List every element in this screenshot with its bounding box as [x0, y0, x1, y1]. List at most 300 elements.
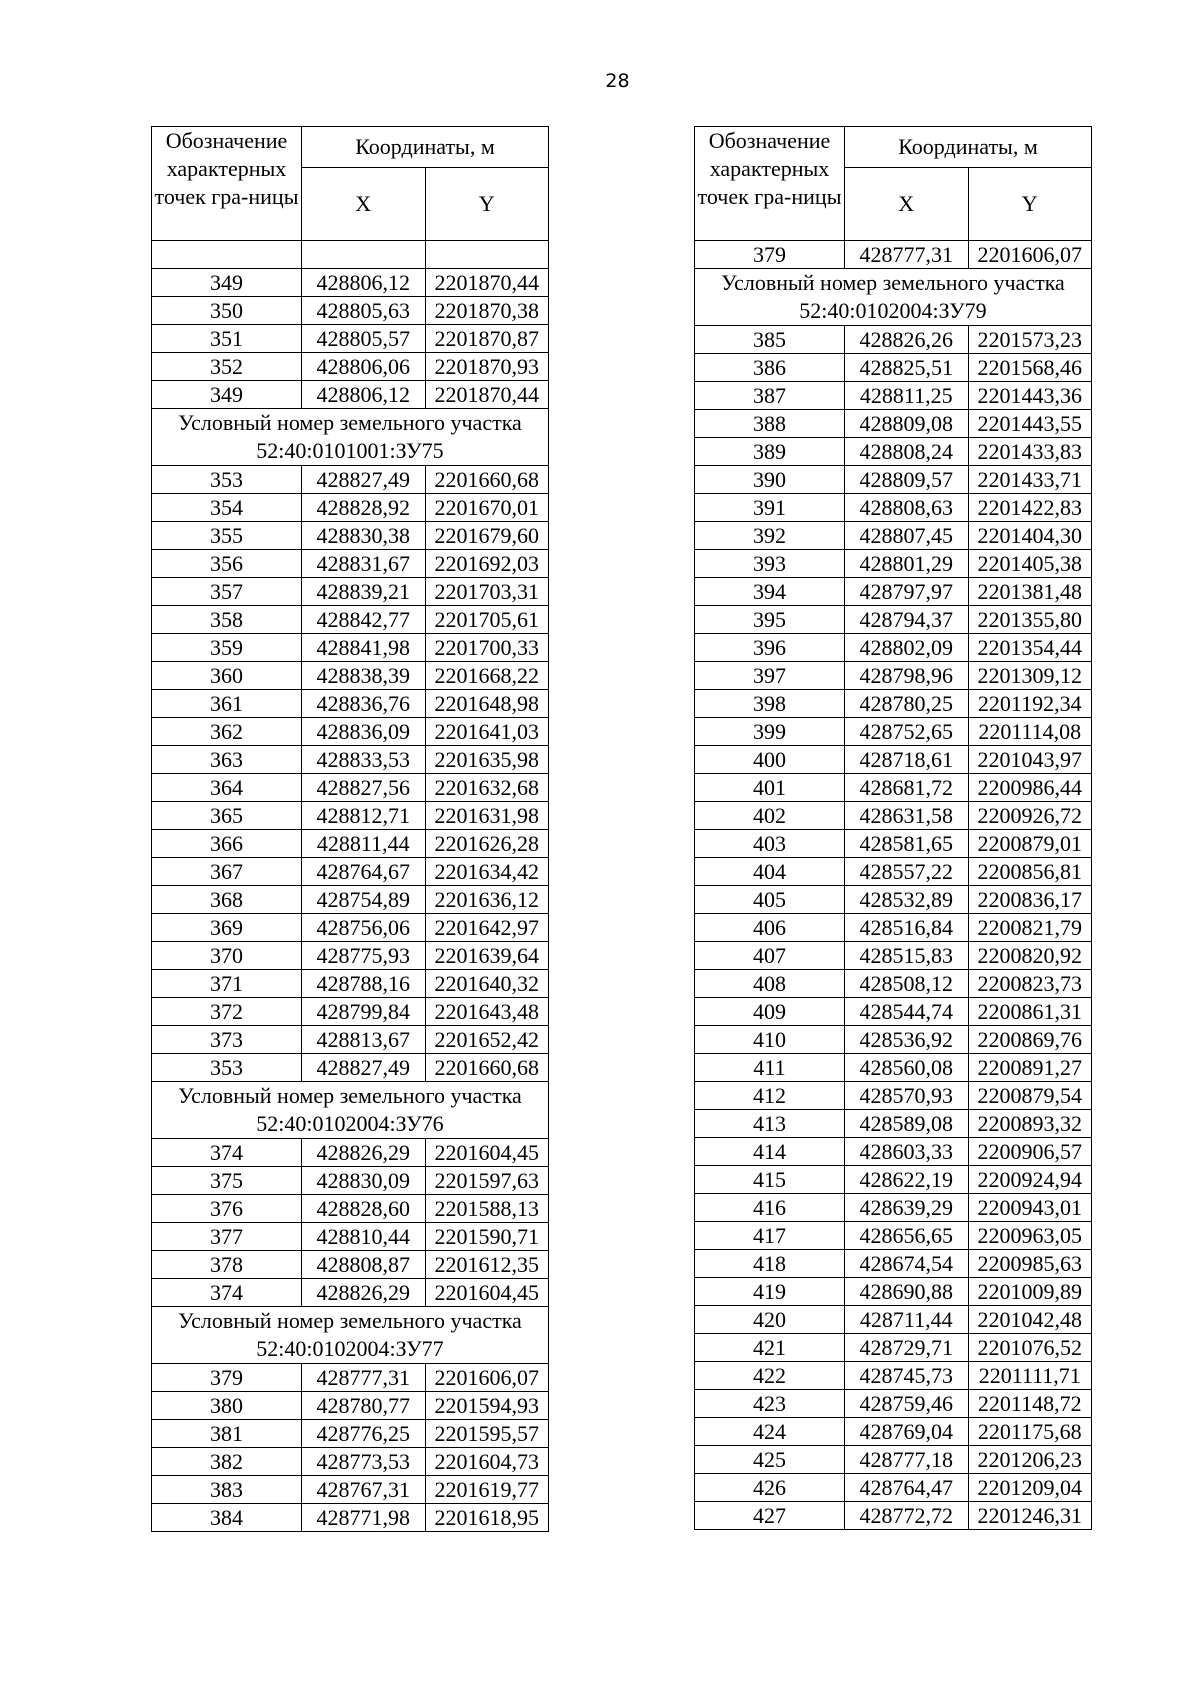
- y-coordinate-cell: 2201604,45: [425, 1279, 549, 1307]
- y-coordinate-cell: 2201604,73: [425, 1448, 549, 1476]
- table-body: [152, 241, 549, 1532]
- table-row: [152, 1167, 549, 1195]
- y-coordinate-cell: 2200943,01: [968, 1194, 1092, 1222]
- table-row: [152, 802, 549, 830]
- point-id-cell: 396: [695, 634, 845, 662]
- table-row: [695, 606, 1092, 634]
- y-coordinate-cell: 2201246,31: [968, 1502, 1092, 1530]
- table-row: [152, 970, 549, 998]
- coordinates-table-right: [694, 126, 1092, 1530]
- point-id-cell: 399: [695, 718, 845, 746]
- point-id-cell: 388: [695, 410, 845, 438]
- point-id-cell: 384: [152, 1504, 302, 1532]
- table-row: [152, 1476, 549, 1504]
- point-id-cell: 389: [695, 438, 845, 466]
- y-coordinate-cell: 2201606,07: [425, 1364, 549, 1392]
- y-coordinate-cell: 2201626,28: [425, 830, 549, 858]
- y-coordinate-cell: 2200821,79: [968, 914, 1092, 942]
- y-coordinate-cell: 2201355,80: [968, 606, 1092, 634]
- y-coordinate-cell: 2200879,54: [968, 1082, 1092, 1110]
- y-coordinate-cell: 2200926,72: [968, 802, 1092, 830]
- point-id-cell: 353: [152, 466, 302, 494]
- table-row: [152, 1279, 549, 1307]
- x-coordinate-cell: 428780,25: [845, 690, 969, 718]
- table-row: [695, 942, 1092, 970]
- page-number: 28: [605, 70, 630, 92]
- y-coordinate-cell: 2201443,36: [968, 382, 1092, 410]
- point-id-cell: 419: [695, 1278, 845, 1306]
- point-id-cell: 365: [152, 802, 302, 830]
- table-row: [152, 1026, 549, 1054]
- y-column-header: Y: [425, 168, 549, 241]
- table-row: [152, 942, 549, 970]
- x-coordinate-cell: 428827,56: [302, 774, 426, 802]
- x-coordinate-cell: 428775,93: [302, 942, 426, 970]
- x-coordinate-cell: 428841,98: [302, 634, 426, 662]
- table-body: [695, 241, 1092, 1530]
- table-row: [695, 1390, 1092, 1418]
- table-row: [152, 269, 549, 297]
- table-row: [695, 382, 1092, 410]
- x-coordinate-cell: 428808,24: [845, 438, 969, 466]
- y-coordinate-cell: 2201643,48: [425, 998, 549, 1026]
- y-coordinate-cell: 2200820,92: [968, 942, 1092, 970]
- x-coordinate-cell: 428805,57: [302, 325, 426, 353]
- x-coordinate-cell: 428639,29: [845, 1194, 969, 1222]
- y-coordinate-cell: 2200856,81: [968, 858, 1092, 886]
- section-row: [152, 1082, 549, 1139]
- table-row: [695, 354, 1092, 382]
- x-coordinate-cell: 428802,09: [845, 634, 969, 662]
- table-row: [695, 410, 1092, 438]
- y-coordinate-cell: 2201597,63: [425, 1167, 549, 1195]
- point-id-cell: 390: [695, 466, 845, 494]
- y-coordinate-cell: 2201679,60: [425, 522, 549, 550]
- y-coordinate-cell: 2201209,04: [968, 1474, 1092, 1502]
- point-id-cell: 380: [152, 1392, 302, 1420]
- y-coordinate-cell: 2201639,64: [425, 942, 549, 970]
- y-column-header: Y: [968, 168, 1092, 241]
- table-row: [152, 858, 549, 886]
- point-id-cell: 366: [152, 830, 302, 858]
- table-row: [152, 886, 549, 914]
- point-id-cell: 391: [695, 494, 845, 522]
- point-column-header: Обозначение характерных точек гра-ницы: [152, 127, 302, 241]
- x-coordinate-cell: 428681,72: [845, 774, 969, 802]
- table-row: [152, 381, 549, 409]
- coordinates-header: Координаты, м: [302, 127, 549, 168]
- x-coordinate-cell: 428842,77: [302, 606, 426, 634]
- point-id-cell: 349: [152, 269, 302, 297]
- point-id-cell: 426: [695, 1474, 845, 1502]
- point-id-cell: 398: [695, 690, 845, 718]
- x-coordinate-cell: 428810,44: [302, 1223, 426, 1251]
- table-row: [152, 1504, 549, 1532]
- y-coordinate-cell: 2201433,83: [968, 438, 1092, 466]
- table-row: [152, 1420, 549, 1448]
- point-id-cell: 364: [152, 774, 302, 802]
- x-coordinate-cell: 428560,08: [845, 1054, 969, 1082]
- table-row: [695, 1278, 1092, 1306]
- y-coordinate-cell: 2201594,93: [425, 1392, 549, 1420]
- x-coordinate-cell: 428809,57: [845, 466, 969, 494]
- x-coordinate-cell: 428830,09: [302, 1167, 426, 1195]
- table-row: [695, 1222, 1092, 1250]
- y-coordinate-cell: 2201042,48: [968, 1306, 1092, 1334]
- point-id-cell: 427: [695, 1502, 845, 1530]
- y-coordinate-cell: 2201405,38: [968, 550, 1092, 578]
- y-coordinate-cell: 2201652,42: [425, 1026, 549, 1054]
- x-coordinate-cell: 428836,09: [302, 718, 426, 746]
- point-id-cell: 424: [695, 1418, 845, 1446]
- table-row: [695, 858, 1092, 886]
- x-coordinate-cell: 428826,29: [302, 1139, 426, 1167]
- y-coordinate-cell: 2201612,35: [425, 1251, 549, 1279]
- table-row: [695, 914, 1092, 942]
- table-row: [695, 634, 1092, 662]
- y-coordinate-cell: 2201703,31: [425, 578, 549, 606]
- x-coordinate-cell: 428718,61: [845, 746, 969, 774]
- table-row: [152, 353, 549, 381]
- point-id-cell: 425: [695, 1446, 845, 1474]
- x-coordinate-cell: 428831,67: [302, 550, 426, 578]
- y-coordinate-cell: 2201692,03: [425, 550, 549, 578]
- y-coordinate-cell: 2201700,33: [425, 634, 549, 662]
- point-id-cell: 378: [152, 1251, 302, 1279]
- table-row: [695, 1418, 1092, 1446]
- y-coordinate-cell: 2201870,38: [425, 297, 549, 325]
- point-id-cell: 385: [695, 326, 845, 354]
- table-row: [695, 1306, 1092, 1334]
- x-coordinate-cell: 428826,26: [845, 326, 969, 354]
- table-row: [152, 550, 549, 578]
- point-id-cell: 420: [695, 1306, 845, 1334]
- y-coordinate-cell: 2201595,57: [425, 1420, 549, 1448]
- y-coordinate-cell: 2201648,98: [425, 690, 549, 718]
- x-coordinate-cell: 428536,92: [845, 1026, 969, 1054]
- point-id-cell: 413: [695, 1110, 845, 1138]
- y-coordinate-cell: 2201604,45: [425, 1139, 549, 1167]
- land-plot-number: Условный номер земельного участка 52:40:0102004:ЗУ77: [152, 1307, 549, 1364]
- y-coordinate-cell: 2201433,71: [968, 466, 1092, 494]
- x-coordinate-cell: 428711,44: [845, 1306, 969, 1334]
- table-row: [695, 466, 1092, 494]
- point-id-cell: 373: [152, 1026, 302, 1054]
- point-id-cell: 371: [152, 970, 302, 998]
- x-coordinate-cell: 428776,25: [302, 1420, 426, 1448]
- table-row: [695, 550, 1092, 578]
- table-row: [152, 746, 549, 774]
- table-row: [152, 241, 549, 269]
- y-coordinate-cell: 2201573,23: [968, 326, 1092, 354]
- x-coordinate-cell: 428631,58: [845, 802, 969, 830]
- x-coordinate-cell: 428807,45: [845, 522, 969, 550]
- x-column-header: X: [302, 168, 426, 241]
- table-row: [152, 1364, 549, 1392]
- x-coordinate-cell: 428729,71: [845, 1334, 969, 1362]
- y-coordinate-cell: 2200879,01: [968, 830, 1092, 858]
- x-coordinate-cell: 428827,49: [302, 1054, 426, 1082]
- y-coordinate-cell: 2201660,68: [425, 1054, 549, 1082]
- x-coordinate-cell: 428532,89: [845, 886, 969, 914]
- y-coordinate-cell: 2201632,68: [425, 774, 549, 802]
- x-coordinate-cell: 428812,71: [302, 802, 426, 830]
- x-coordinate-cell: 428767,31: [302, 1476, 426, 1504]
- x-coordinate-cell: 428808,63: [845, 494, 969, 522]
- table-row: [152, 1448, 549, 1476]
- x-coordinate-cell: 428806,06: [302, 353, 426, 381]
- point-id-cell: 353: [152, 1054, 302, 1082]
- x-coordinate-cell: 428589,08: [845, 1110, 969, 1138]
- point-id-cell: 416: [695, 1194, 845, 1222]
- y-coordinate-cell: 2200986,44: [968, 774, 1092, 802]
- x-coordinate-cell: 428544,74: [845, 998, 969, 1026]
- x-coordinate-cell: 428516,84: [845, 914, 969, 942]
- point-id-cell: 423: [695, 1390, 845, 1418]
- point-id-cell: 356: [152, 550, 302, 578]
- point-id-cell: 368: [152, 886, 302, 914]
- x-coordinate-cell: 428674,54: [845, 1250, 969, 1278]
- point-id-cell: 374: [152, 1139, 302, 1167]
- point-id-cell: 355: [152, 522, 302, 550]
- table-row: [152, 690, 549, 718]
- land-plot-number: Условный номер земельного участка 52:40:0102004:ЗУ79: [695, 269, 1092, 326]
- y-coordinate-cell: 2201009,89: [968, 1278, 1092, 1306]
- table-row: [152, 578, 549, 606]
- y-coordinate-cell: 2201634,42: [425, 858, 549, 886]
- y-coordinate-cell: 2201206,23: [968, 1446, 1092, 1474]
- table-row: [695, 522, 1092, 550]
- point-id-cell: 354: [152, 494, 302, 522]
- y-coordinate-cell: 2200823,73: [968, 970, 1092, 998]
- x-coordinate-cell: 428806,12: [302, 269, 426, 297]
- y-coordinate-cell: 2201422,83: [968, 494, 1092, 522]
- point-id-cell: 363: [152, 746, 302, 774]
- x-coordinate-cell: 428838,39: [302, 662, 426, 690]
- x-coordinate-cell: 428777,31: [845, 241, 969, 269]
- table-row: [152, 297, 549, 325]
- land-plot-number: Условный номер земельного участка 52:40:0102004:ЗУ76: [152, 1082, 549, 1139]
- point-id-cell: 400: [695, 746, 845, 774]
- y-coordinate-cell: 2201175,68: [968, 1418, 1092, 1446]
- table-row: [152, 914, 549, 942]
- point-id-cell: 351: [152, 325, 302, 353]
- point-id-cell: 349: [152, 381, 302, 409]
- table-row: [695, 494, 1092, 522]
- point-id-cell: [152, 241, 302, 269]
- table-row: [152, 662, 549, 690]
- y-coordinate-cell: 2201870,87: [425, 325, 549, 353]
- table-row: [152, 774, 549, 802]
- table-row: [152, 1139, 549, 1167]
- y-coordinate-cell: 2201590,71: [425, 1223, 549, 1251]
- x-coordinate-cell: 428759,46: [845, 1390, 969, 1418]
- point-id-cell: 376: [152, 1195, 302, 1223]
- x-coordinate-cell: 428827,49: [302, 466, 426, 494]
- x-coordinate-cell: 428828,92: [302, 494, 426, 522]
- y-coordinate-cell: 2201588,13: [425, 1195, 549, 1223]
- x-coordinate-cell: 428801,29: [845, 550, 969, 578]
- x-coordinate-cell: 428826,29: [302, 1279, 426, 1307]
- section-row: [152, 409, 549, 466]
- x-coordinate-cell: 428777,18: [845, 1446, 969, 1474]
- table-row: [695, 746, 1092, 774]
- table-row: [152, 998, 549, 1026]
- y-coordinate-cell: 2201642,97: [425, 914, 549, 942]
- y-coordinate-cell: 2200906,57: [968, 1138, 1092, 1166]
- point-id-cell: 412: [695, 1082, 845, 1110]
- point-id-cell: 422: [695, 1362, 845, 1390]
- x-coordinate-cell: 428764,67: [302, 858, 426, 886]
- point-id-cell: 362: [152, 718, 302, 746]
- x-coordinate-cell: 428581,65: [845, 830, 969, 858]
- point-id-cell: 372: [152, 998, 302, 1026]
- y-coordinate-cell: 2201114,08: [968, 718, 1092, 746]
- y-coordinate-cell: 2201641,03: [425, 718, 549, 746]
- table-row: [152, 606, 549, 634]
- x-coordinate-cell: 428798,96: [845, 662, 969, 690]
- x-coordinate-cell: 428515,83: [845, 942, 969, 970]
- table-row: [152, 830, 549, 858]
- x-coordinate-cell: 428752,65: [845, 718, 969, 746]
- point-id-cell: 401: [695, 774, 845, 802]
- point-id-cell: 393: [695, 550, 845, 578]
- y-coordinate-cell: 2201309,12: [968, 662, 1092, 690]
- x-coordinate-cell: 428797,97: [845, 578, 969, 606]
- section-row: [152, 1307, 549, 1364]
- point-id-cell: 367: [152, 858, 302, 886]
- table-row: [695, 1250, 1092, 1278]
- table-row: [695, 774, 1092, 802]
- y-coordinate-cell: [425, 241, 549, 269]
- y-coordinate-cell: 2201668,22: [425, 662, 549, 690]
- x-coordinate-cell: 428764,47: [845, 1474, 969, 1502]
- x-coordinate-cell: 428828,60: [302, 1195, 426, 1223]
- x-coordinate-cell: 428771,98: [302, 1504, 426, 1532]
- point-id-cell: 397: [695, 662, 845, 690]
- table-row: [695, 802, 1092, 830]
- land-plot-number: Условный номер земельного участка 52:40:0101001:ЗУ75: [152, 409, 549, 466]
- y-coordinate-cell: 2201043,97: [968, 746, 1092, 774]
- table-row: [152, 325, 549, 353]
- x-coordinate-cell: 428813,67: [302, 1026, 426, 1054]
- point-id-cell: 392: [695, 522, 845, 550]
- point-id-cell: 358: [152, 606, 302, 634]
- table-row: [695, 438, 1092, 466]
- y-coordinate-cell: 2201443,55: [968, 410, 1092, 438]
- y-coordinate-cell: 2201705,61: [425, 606, 549, 634]
- point-column-header: Обозначение характерных точек гра-ницы: [695, 127, 845, 241]
- point-id-cell: 357: [152, 578, 302, 606]
- y-coordinate-cell: 2200869,76: [968, 1026, 1092, 1054]
- table-row: [695, 830, 1092, 858]
- table-row: [695, 970, 1092, 998]
- y-coordinate-cell: 2201870,44: [425, 381, 549, 409]
- point-id-cell: 403: [695, 830, 845, 858]
- table-row: [695, 998, 1092, 1026]
- point-id-cell: 395: [695, 606, 845, 634]
- table-row: [152, 718, 549, 746]
- y-coordinate-cell: 2201870,44: [425, 269, 549, 297]
- table-row: [695, 1082, 1092, 1110]
- point-id-cell: 404: [695, 858, 845, 886]
- y-coordinate-cell: 2201381,48: [968, 578, 1092, 606]
- y-coordinate-cell: 2201076,52: [968, 1334, 1092, 1362]
- table-row: [695, 1166, 1092, 1194]
- x-coordinate-cell: 428811,25: [845, 382, 969, 410]
- x-coordinate-cell: 428756,06: [302, 914, 426, 942]
- table-row: [695, 1138, 1092, 1166]
- x-coordinate-cell: 428836,76: [302, 690, 426, 718]
- x-coordinate-cell: 428839,21: [302, 578, 426, 606]
- y-coordinate-cell: 2200985,63: [968, 1250, 1092, 1278]
- x-coordinate-cell: 428806,12: [302, 381, 426, 409]
- y-coordinate-cell: 2201670,01: [425, 494, 549, 522]
- point-id-cell: 383: [152, 1476, 302, 1504]
- point-id-cell: 406: [695, 914, 845, 942]
- x-coordinate-cell: 428808,87: [302, 1251, 426, 1279]
- y-coordinate-cell: 2200836,17: [968, 886, 1092, 914]
- point-id-cell: 387: [695, 382, 845, 410]
- table-row: [152, 494, 549, 522]
- point-id-cell: 414: [695, 1138, 845, 1166]
- x-coordinate-cell: [302, 241, 426, 269]
- y-coordinate-cell: 2201660,68: [425, 466, 549, 494]
- point-id-cell: 361: [152, 690, 302, 718]
- y-coordinate-cell: 2201354,44: [968, 634, 1092, 662]
- point-id-cell: 405: [695, 886, 845, 914]
- coordinates-table-left: [151, 126, 549, 1532]
- x-coordinate-cell: 428690,88: [845, 1278, 969, 1306]
- x-coordinate-cell: 428772,72: [845, 1502, 969, 1530]
- table-row: [695, 1362, 1092, 1390]
- x-coordinate-cell: 428656,65: [845, 1222, 969, 1250]
- table-row: [152, 466, 549, 494]
- y-coordinate-cell: 2201631,98: [425, 802, 549, 830]
- x-coordinate-cell: 428811,44: [302, 830, 426, 858]
- x-coordinate-cell: 428570,93: [845, 1082, 969, 1110]
- x-coordinate-cell: 428825,51: [845, 354, 969, 382]
- point-id-cell: 409: [695, 998, 845, 1026]
- point-id-cell: 411: [695, 1054, 845, 1082]
- x-coordinate-cell: 428557,22: [845, 858, 969, 886]
- x-coordinate-cell: 428788,16: [302, 970, 426, 998]
- x-coordinate-cell: 428745,73: [845, 1362, 969, 1390]
- x-coordinate-cell: 428773,53: [302, 1448, 426, 1476]
- x-coordinate-cell: 428799,84: [302, 998, 426, 1026]
- y-coordinate-cell: 2201111,71: [968, 1362, 1092, 1390]
- point-id-cell: 370: [152, 942, 302, 970]
- table-row: [695, 1110, 1092, 1138]
- point-id-cell: 418: [695, 1250, 845, 1278]
- point-id-cell: 394: [695, 578, 845, 606]
- y-coordinate-cell: 2201148,72: [968, 1390, 1092, 1418]
- x-coordinate-cell: 428809,08: [845, 410, 969, 438]
- point-id-cell: 359: [152, 634, 302, 662]
- y-coordinate-cell: 2201870,93: [425, 353, 549, 381]
- point-id-cell: 375: [152, 1167, 302, 1195]
- x-coordinate-cell: 428769,04: [845, 1418, 969, 1446]
- x-coordinate-cell: 428777,31: [302, 1364, 426, 1392]
- table-row: [695, 1194, 1092, 1222]
- table-row: [695, 1054, 1092, 1082]
- point-id-cell: 417: [695, 1222, 845, 1250]
- point-id-cell: 379: [152, 1364, 302, 1392]
- x-coordinate-cell: 428805,63: [302, 297, 426, 325]
- y-coordinate-cell: 2200861,31: [968, 998, 1092, 1026]
- y-coordinate-cell: 2201568,46: [968, 354, 1092, 382]
- point-id-cell: 379: [695, 241, 845, 269]
